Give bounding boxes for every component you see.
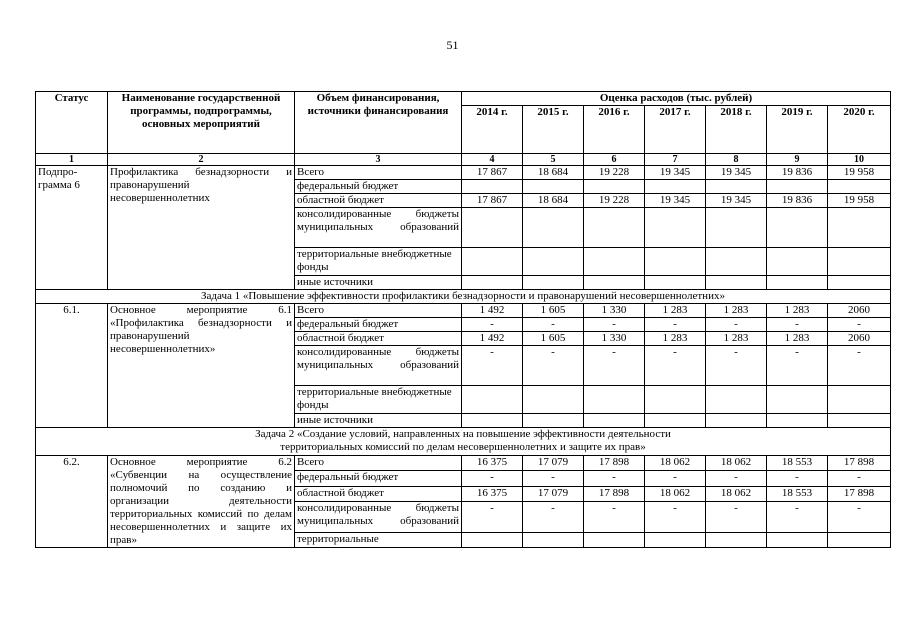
table-row: [36, 304, 891, 318]
value-cell: 19 345: [645, 166, 706, 180]
value-cell: -: [462, 346, 523, 386]
source-label: областной бюджет: [295, 194, 462, 208]
value-cell: 17 867: [462, 166, 523, 180]
value-cell: -: [706, 346, 767, 386]
value-cell: 1 605: [523, 332, 584, 346]
task-2-title: [36, 428, 891, 456]
value-cell: 18 062: [645, 486, 706, 501]
value-cell: 16 375: [462, 486, 523, 501]
value-cell: -: [828, 346, 891, 386]
value-cell: 18 553: [767, 486, 828, 501]
source-label: федеральный бюджет: [295, 318, 462, 332]
value-cell: 19 958: [828, 166, 891, 180]
column-number: 7: [645, 154, 706, 166]
value-cell: -: [462, 471, 523, 486]
value-cell: -: [523, 346, 584, 386]
source-label: территориальные: [295, 532, 462, 547]
column-number: 2: [108, 154, 295, 166]
header-funding-volume: Объем финансирования, источники финансирования: [295, 92, 462, 154]
value-cell: 18 062: [706, 456, 767, 471]
value-cell: 18 553: [767, 456, 828, 471]
value-cell: -: [645, 346, 706, 386]
header-year: 2017 г.: [645, 106, 706, 154]
source-label: консолидированные бюджеты муниципальных образований: [295, 346, 462, 386]
value-cell: -: [523, 471, 584, 486]
header-status: Статус: [36, 92, 108, 154]
value-cell: 1 330: [584, 332, 645, 346]
value-cell: 2060: [828, 332, 891, 346]
subprogram-status: Подпро-грамма 6: [36, 166, 108, 290]
value-cell: -: [645, 471, 706, 486]
budget-table: [35, 91, 891, 548]
value-cell: 17 898: [828, 486, 891, 501]
column-number: 5: [523, 154, 584, 166]
header-estimate: Оценка расходов (тыс. рублей): [462, 92, 891, 106]
measure-6-1-status: 6.1.: [36, 304, 108, 428]
value-cell: 16 375: [462, 456, 523, 471]
value-cell: -: [645, 318, 706, 332]
column-number: 3: [295, 154, 462, 166]
source-label: консолидированные бюджеты муниципальных образований: [295, 501, 462, 532]
header-year: 2020 г.: [828, 106, 891, 154]
measure-6-2-status: 6.2.: [36, 456, 108, 548]
source-label: территориальные внебюджетные фонды: [295, 386, 462, 414]
value-cell: -: [584, 318, 645, 332]
value-cell: -: [584, 346, 645, 386]
value-cell: 19 345: [706, 166, 767, 180]
value-cell: 18 684: [523, 194, 584, 208]
task-row: [36, 428, 891, 456]
source-label: иные источники: [295, 276, 462, 290]
value-cell: -: [645, 501, 706, 532]
value-cell: 1 283: [767, 332, 828, 346]
source-label: федеральный бюджет: [295, 471, 462, 486]
value-cell: -: [767, 318, 828, 332]
table-row: [36, 166, 891, 180]
value-cell: -: [706, 471, 767, 486]
value-cell: 17 898: [584, 486, 645, 501]
header-year: 2014 г.: [462, 106, 523, 154]
value-cell: -: [523, 318, 584, 332]
value-cell: 19 958: [828, 194, 891, 208]
subprogram-name: Профилактика безнадзорности и правонарушений несовершеннолетних: [108, 166, 295, 290]
value-cell: 17 079: [523, 486, 584, 501]
value-cell: 1 330: [584, 304, 645, 318]
value-cell: 1 283: [645, 332, 706, 346]
value-cell: 17 867: [462, 194, 523, 208]
value-cell: 18 062: [645, 456, 706, 471]
column-number-row: [36, 154, 891, 166]
value-cell: -: [706, 318, 767, 332]
header-program-name: Наименование государственной программы, подпрограммы, основных мероприятий: [108, 92, 295, 154]
task-2-line-1: Задача 2 «Создание условий, направленных на повышение эффективности деятельности: [255, 428, 671, 440]
value-cell: -: [767, 346, 828, 386]
value-cell: 18 684: [523, 166, 584, 180]
value-cell: -: [828, 471, 891, 486]
value-cell: 18 062: [706, 486, 767, 501]
value-cell: 1 283: [706, 332, 767, 346]
header-year: 2019 г.: [767, 106, 828, 154]
task-2-line-2: территориальных комиссий по делам несовершеннолетних и защите их прав»: [280, 441, 646, 453]
value-cell: 19 836: [767, 166, 828, 180]
value-cell: -: [767, 471, 828, 486]
source-label: Всего: [295, 166, 462, 180]
value-cell: 1 492: [462, 332, 523, 346]
header-year: 2018 г.: [706, 106, 767, 154]
value-cell: 19 836: [767, 194, 828, 208]
source-label: Всего: [295, 304, 462, 318]
value-cell: -: [584, 471, 645, 486]
task-1-title: Задача 1 «Повышение эффективности профилактики безнадзорности и правонарушений несовершеннолетних»: [36, 290, 891, 304]
value-cell: -: [462, 318, 523, 332]
value-cell: 17 898: [584, 456, 645, 471]
measure-6-2-name: Основное мероприятие 6.2 «Субвенции на осуществление полномочий по созданию и организации деятельности территориальных комиссий по делам несовершеннолетних и защите их прав»: [108, 456, 295, 548]
value-cell: 19 228: [584, 194, 645, 208]
column-number: 9: [767, 154, 828, 166]
source-label: Всего: [295, 456, 462, 471]
value-cell: -: [706, 501, 767, 532]
value-cell: -: [828, 318, 891, 332]
source-label: иные источники: [295, 414, 462, 428]
page-number: 51: [446, 38, 459, 52]
column-number: 4: [462, 154, 523, 166]
column-number: 10: [828, 154, 891, 166]
task-row: [36, 290, 891, 304]
column-number: 1: [36, 154, 108, 166]
value-cell: -: [767, 501, 828, 532]
value-cell: 1 492: [462, 304, 523, 318]
source-label: областной бюджет: [295, 486, 462, 501]
source-label: консолидированные бюджеты муниципальных образований: [295, 208, 462, 248]
value-cell: 19 228: [584, 166, 645, 180]
source-label: территориальные внебюджетные фонды: [295, 248, 462, 276]
measure-6-1-name: Основное мероприятие 6.1 «Профилактика безнадзорности и правонарушений несовершеннолетних»: [108, 304, 295, 428]
value-cell: -: [584, 501, 645, 532]
column-number: 6: [584, 154, 645, 166]
value-cell: -: [828, 501, 891, 532]
value-cell: 19 345: [706, 194, 767, 208]
source-label: областной бюджет: [295, 332, 462, 346]
value-cell: 19 345: [645, 194, 706, 208]
value-cell: 2060: [828, 304, 891, 318]
table-row: [36, 456, 891, 471]
column-number: 8: [706, 154, 767, 166]
header-year: 2016 г.: [584, 106, 645, 154]
value-cell: 1 283: [706, 304, 767, 318]
value-cell: 1 283: [645, 304, 706, 318]
value-cell: -: [523, 501, 584, 532]
value-cell: 1 605: [523, 304, 584, 318]
header-year: 2015 г.: [523, 106, 584, 154]
value-cell: 17 898: [828, 456, 891, 471]
value-cell: 17 079: [523, 456, 584, 471]
value-cell: -: [462, 501, 523, 532]
source-label: федеральный бюджет: [295, 180, 462, 194]
value-cell: 1 283: [767, 304, 828, 318]
header-row: [36, 92, 891, 106]
